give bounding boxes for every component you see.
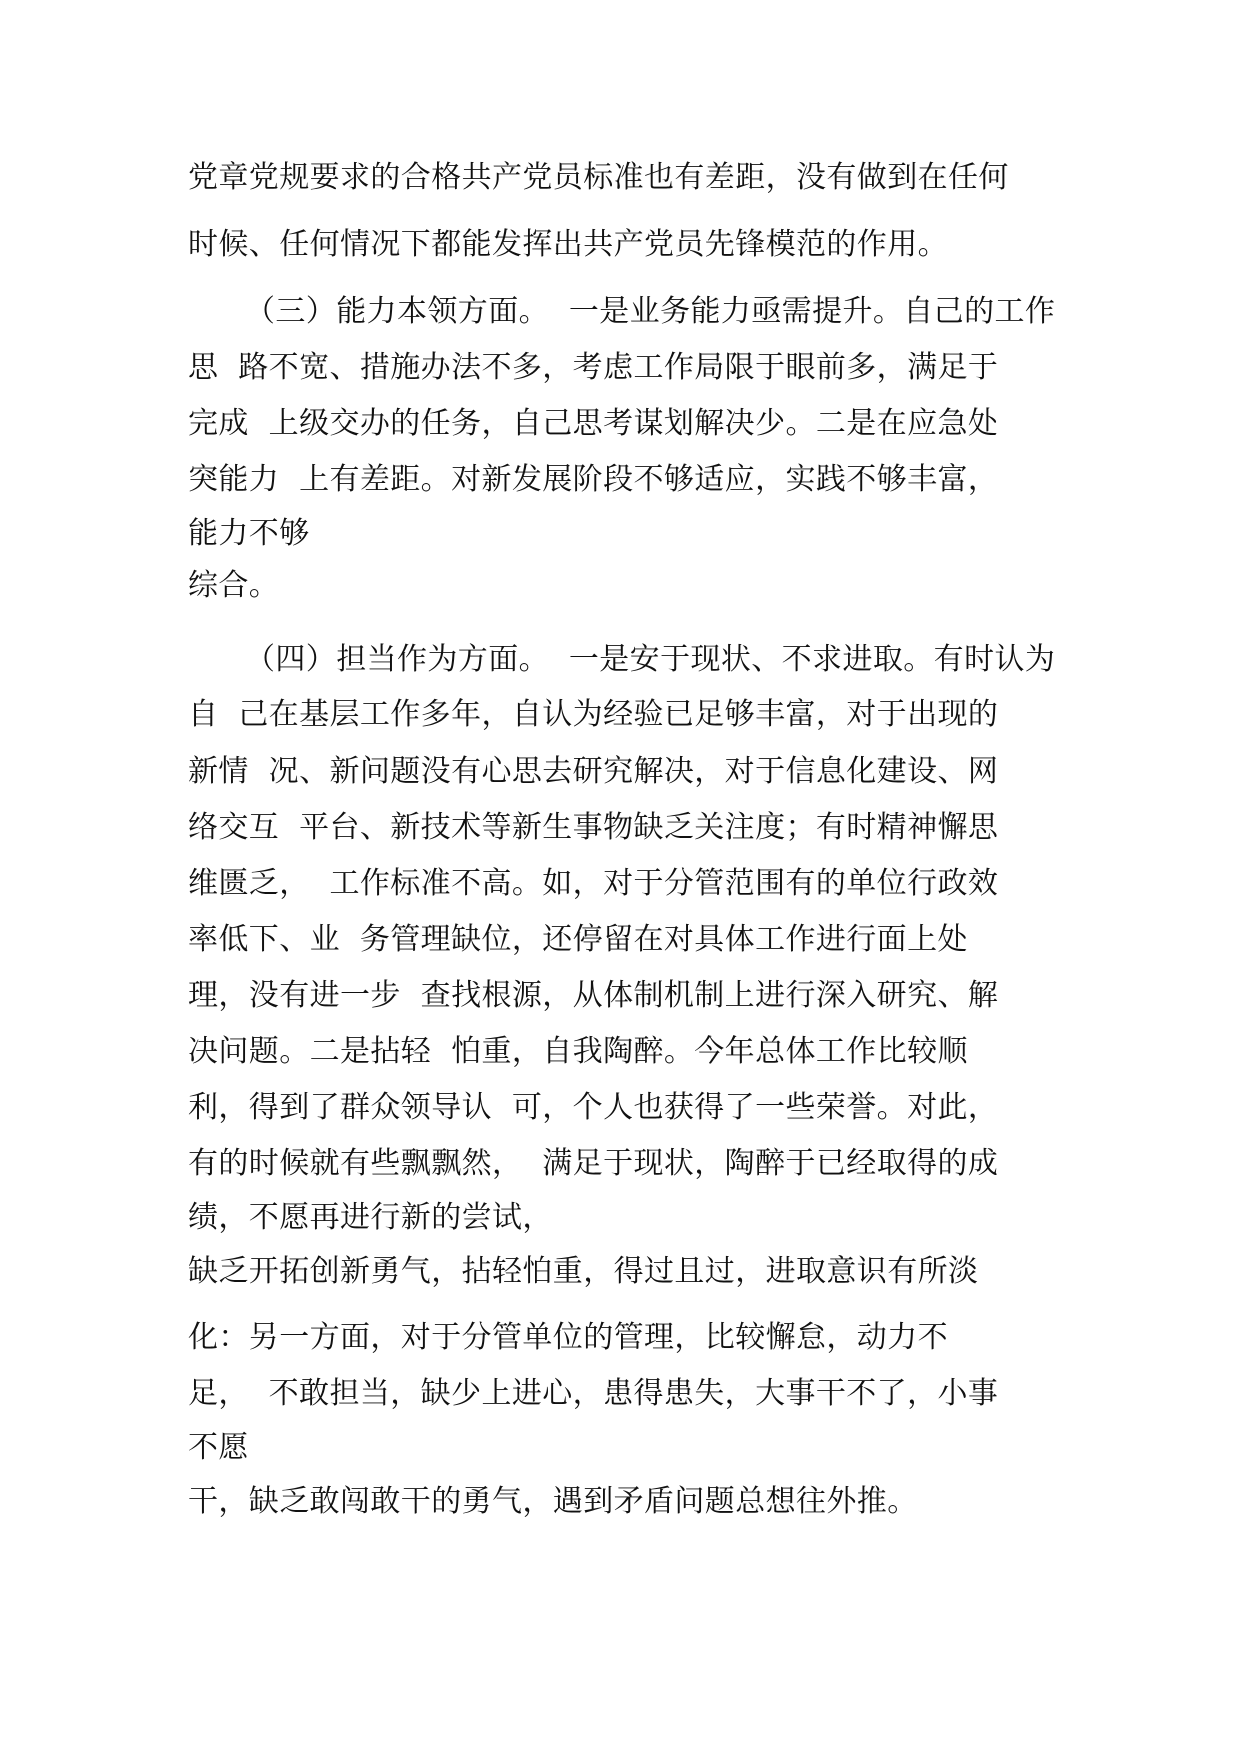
text-line-12: 络交互 平台、新技术等新生事物缺乏关注度；有时精神懈思 — [188, 810, 999, 845]
text-line-11: 新情 况、新问题没有心思去研究解决，对于信息化建设、网 — [188, 754, 999, 789]
text-line-14: 率低下、业 务管理缺位，还停留在对具体工作进行面上处 — [188, 922, 968, 957]
text-line-2: 时候、任何情况下都能发挥出共产党员先锋模范的作用。 — [188, 227, 948, 262]
text-line-18: 有的时候就有些飘飘然， 满足于现状，陶醉于已经取得的成 — [188, 1146, 999, 1181]
text-line-7: 能力不够 — [188, 516, 310, 551]
text-line-8: 综合。 — [188, 568, 280, 603]
text-line-15: 理，没有进一步 查找根源，从体制机制上进行深入研究、解 — [188, 978, 999, 1013]
text-line-19: 绩，不愿再进行新的尝试， — [188, 1200, 553, 1235]
text-line-21: 化：另一方面，对于分管单位的管理，比较懈怠，动力不 — [188, 1320, 948, 1355]
text-line-1: 党章党规要求的合格共产党员标准也有差距，没有做到在任何 — [188, 160, 1009, 195]
text-line-23: 不愿 — [188, 1430, 249, 1465]
text-line-24: 干，缺乏敢闯敢干的勇气，遇到矛盾问题总想往外推。 — [188, 1484, 918, 1519]
text-line-17: 利，得到了群众领导认 可，个人也获得了一些荣誉。对此， — [188, 1090, 999, 1125]
text-line-16: 决问题。二是拈轻 怕重，自我陶醉。今年总体工作比较顺 — [188, 1034, 968, 1069]
section-3-heading-line: （三）能力本领方面。 一是业务能力亟需提升。自己的工作 — [245, 294, 1056, 329]
section-4-heading-line: （四）担当作为方面。 一是安于现状、不求进取。有时认为 — [245, 642, 1056, 677]
text-line-4: 思 路不宽、措施办法不多，考虑工作局限于眼前多，满足于 — [188, 350, 999, 385]
text-line-13: 维匮乏， 工作标准不高。如，对于分管范围有的单位行政效 — [188, 866, 999, 901]
text-line-20: 缺乏开拓创新勇气，拈轻怕重，得过且过，进取意识有所淡 — [188, 1254, 979, 1289]
text-line-5: 完成 上级交办的任务，自己思考谋划解决少。二是在应急处 — [188, 406, 999, 441]
text-line-10: 自 己在基层工作多年，自认为经验已足够丰富，对于出现的 — [188, 697, 999, 732]
text-line-6: 突能力 上有差距。对新发展阶段不够适应，实践不够丰富， — [188, 462, 999, 497]
text-line-22: 足， 不敢担当，缺少上进心，患得患失，大事干不了，小事 — [188, 1376, 999, 1411]
